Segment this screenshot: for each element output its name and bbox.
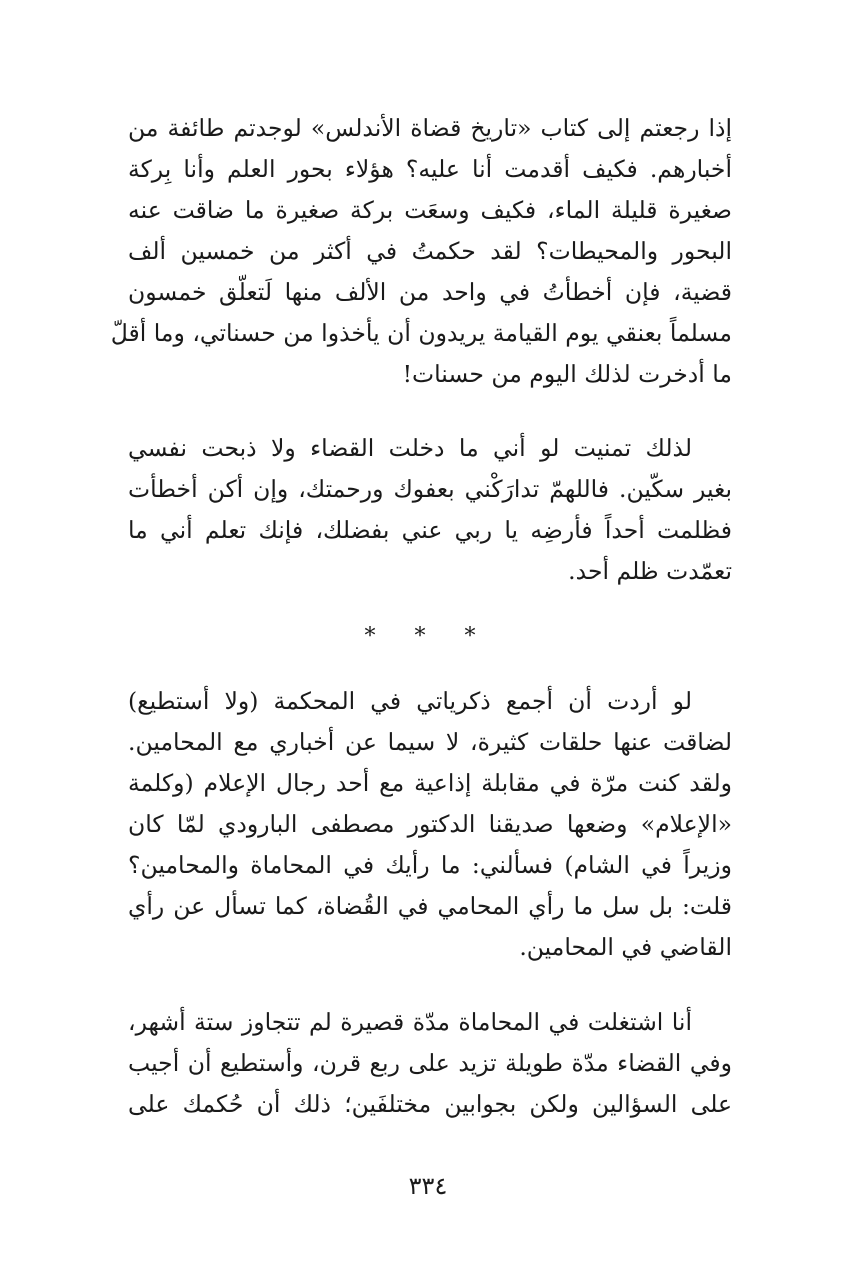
paragraph-line: ما أدخرت لذلك اليوم من حسنات! xyxy=(402,360,732,388)
paragraph-line: البحور والمحيطات؟ لقد حكمتُ في أكثر من خمسين ألف xyxy=(128,237,732,265)
paragraph-line: أنا اشتغلت في المحاماة مدّة قصيرة لم تتجاوز ستة أشهر، xyxy=(128,1008,692,1036)
paragraph-line: على السؤالين ولكن بجوابين مختلفَين؛ ذلك أن حُكمك على xyxy=(128,1090,732,1118)
paragraph-4 xyxy=(128,1002,732,1125)
paragraph-line: وزيراً في الشام) فسألني: ما رأيك في المحاماة والمحامين؟ xyxy=(128,851,732,879)
paragraph-line: قلت: بل سل ما رأي المحامي في القُضاة، كما تسأل عن رأي xyxy=(128,892,732,920)
paragraph-line: مسلماً بعنقي يوم القيامة يريدون أن يأخذوا من حسناتي، وما أقلّ xyxy=(110,319,732,347)
paragraph-line: القاضي في المحامين. xyxy=(519,933,732,961)
paragraph-line: فظلمت أحداً فأرضِه يا ربي عني بفضلك، فإنك تعلم أني ما xyxy=(128,516,732,544)
paragraph-line: أخبارهم. فكيف أقدمت أنا عليه؟ هؤلاء بحور العلم وأنا بِركة xyxy=(128,155,732,183)
paragraph-line: لو أردت أن أجمع ذكرياتي في المحكمة (ولا أستطيع) xyxy=(128,687,692,715)
paragraph-line: «الإعلام» وضعها صديقنا الدكتور مصطفى البارودي لمّا كان xyxy=(128,810,732,838)
paragraph-line: لذلك تمنيت لو أني ما دخلت القضاء ولا ذبحت نفسي xyxy=(128,434,692,462)
paragraph-line: صغيرة قليلة الماء، فكيف وسعَت بركة صغيرة ما ضاقت عنه xyxy=(128,196,732,224)
paragraph-3 xyxy=(128,681,732,968)
paragraph-1 xyxy=(110,108,732,395)
paragraph-line: تعمّدت ظلم أحد. xyxy=(568,557,732,585)
paragraph-2 xyxy=(128,428,732,592)
paragraph-line: ولقد كنت مرّة في مقابلة إذاعية مع أحد رجال الإعلام (وكلمة xyxy=(128,769,732,797)
paragraph-line: وفي القضاء مدّة طويلة تزيد على ربع قرن، وأستطيع أن أجيب xyxy=(128,1049,732,1077)
paragraph-line: لضاقت عنها حلقات كثيرة، لا سيما عن أخباري مع المحامين. xyxy=(128,728,732,756)
paragraph-line: إذا رجعتم إلى كتاب «تاريخ قضاة الأندلس» لوجدتم طائفة من xyxy=(128,114,732,142)
paragraph-line: قضية، فإن أخطأتُ في واحد من الألف منها لَتعلّق خمسون xyxy=(128,278,732,306)
paragraph-line: بغير سكّين. فاللهمّ تدارَكْني بعفوك ورحمتك، وإن أكن أخطأت xyxy=(128,475,732,503)
section-separator: * * * xyxy=(364,624,492,649)
page-number: ٣٣٤ xyxy=(408,1172,448,1200)
